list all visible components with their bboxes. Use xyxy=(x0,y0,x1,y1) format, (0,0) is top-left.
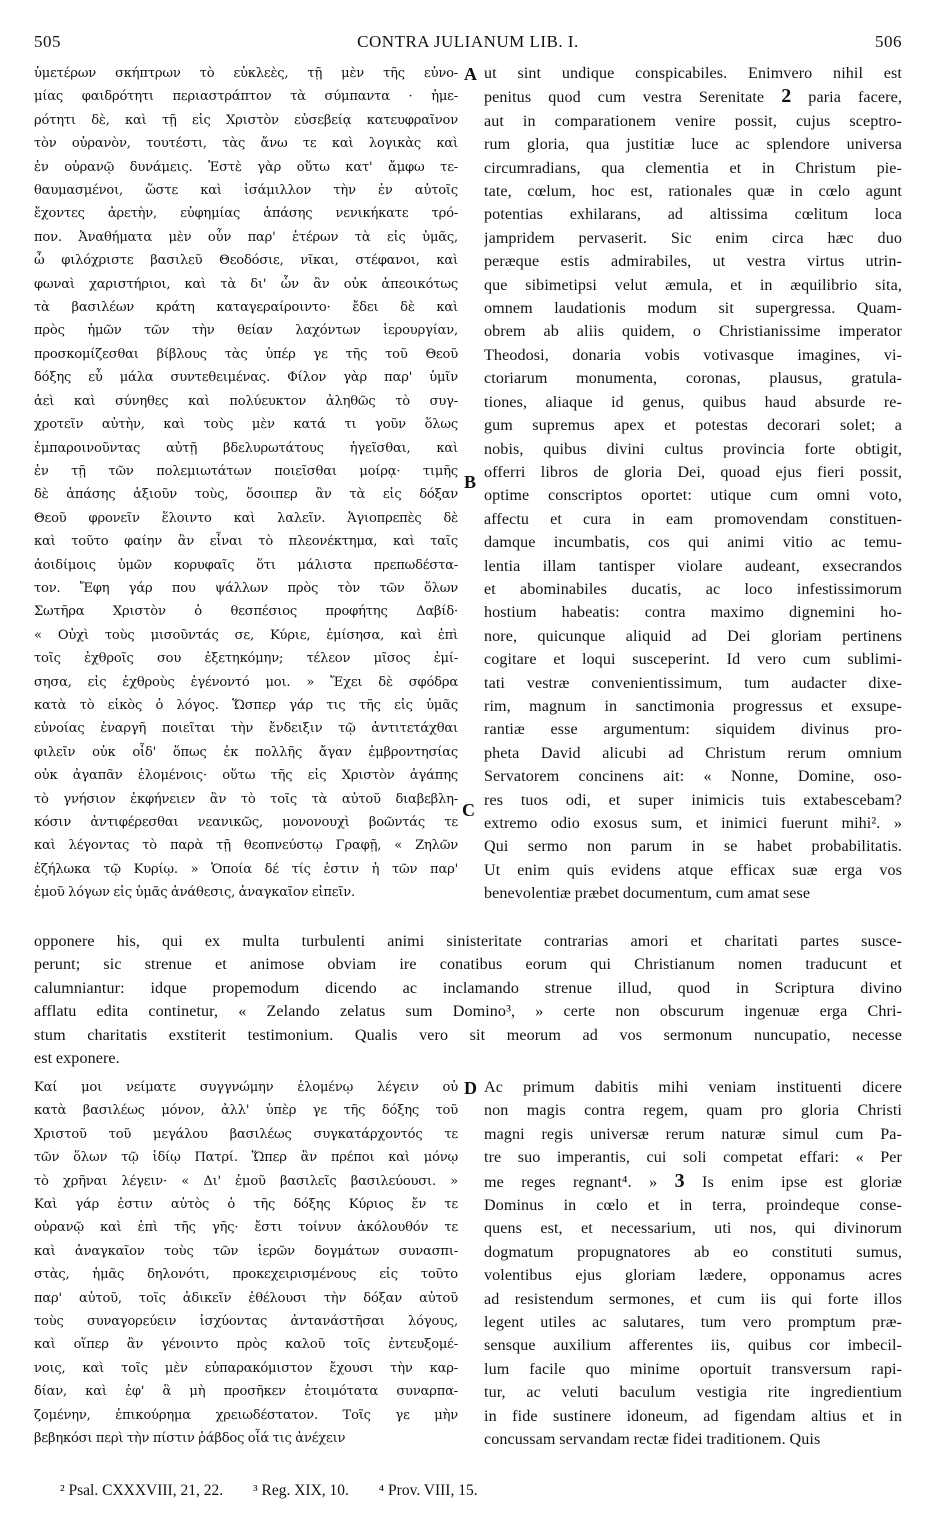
text-line: nobis, quibus divini cultus provincia forte obtigit, xyxy=(484,440,902,458)
text-line: gum supremus apex et potestas decorari solet; a xyxy=(484,417,902,435)
text-line: est exponere. xyxy=(34,1050,120,1068)
text-line: Theodosi, donaria vobis votivasque imagines, vi- xyxy=(484,346,902,364)
text-line: ἔχοντες ἀρετὴν, εὐφημίας ἁπάσης νενικήκατε τρό- xyxy=(34,206,458,222)
text-line: afflatu edita continetur, « Zelando zelatus sum Domino³, » certe non obscurum ingenuæ erga Chri- xyxy=(34,1003,902,1021)
text-line: δίαν, καὶ ἐφ' ἃ μὴ προσῆκεν ἑτοιμότατα συναρπα- xyxy=(34,1384,458,1400)
running-header xyxy=(34,30,902,56)
greek-column-top xyxy=(34,62,458,928)
text-line: κόσιν ἀντιφέρεσθαι νεανικῶς, μονονουχὶ βοῶντάς τε xyxy=(34,815,458,830)
text-line: Dominus in cœlo et in terra, proindeque conse- xyxy=(484,1197,902,1215)
footnotes xyxy=(60,1482,820,1500)
text-line: Θεοῦ φρονεῖν ἕλοιντο καὶ λαλεῖν. Ἁγιοπρεπὲς δὲ xyxy=(34,510,458,526)
text-line: offerri libros de gloria Dei, quoad ejus fieri possit, xyxy=(484,463,902,481)
text-line: optime conscriptos oportet: utique cum omni voto, xyxy=(484,487,902,505)
text-line: potentias exhilarans, ad altissima cœlitum loca xyxy=(484,206,902,224)
page-number-left: 505 xyxy=(34,32,61,51)
page xyxy=(34,30,902,1520)
text-line: βεβηκόσι περὶ τὴν πίστιν ῥάβδος οἷά τις ἀνέχειν xyxy=(34,1431,346,1447)
text-line: ἀοιδίμοις ὑμῶν κορυφαῖς ὅτι μάλιστα πρεπωδέστα- xyxy=(34,557,458,573)
text-line: χροτεῖν αὐτὴν, καὶ τοὺς μὲν κατά τι γοῦν ὅλως xyxy=(34,417,458,433)
text-line: damque incumbatis, cos qui animi vitio ac temu- xyxy=(484,534,902,552)
text-line: res tuos odi, et super inimicis tuis extabescebam? xyxy=(484,791,902,809)
text-line: φιλεῖν οὐκ οἶδ' ὅπως ἐκ πολλῆς ἄγαν ἐμβροντησίας xyxy=(34,744,458,760)
text-line: stum charitatis exstiterit testimonium. Qualis vero sit meorum ad vos sermonum nuncupatio, necesse xyxy=(34,1026,902,1044)
text-line: προσκομίζεσθαι βίβλους τὰς ὑπέρ γε τῆς τοῦ Θεοῦ xyxy=(34,346,458,362)
text-line: Καὶ γάρ ἐστιν αὐτὸς ὁ τῆς δόξης Κύριος ἔν τε xyxy=(34,1197,458,1213)
text-line: καὶ οἵπερ ἂν γένοιντο πρὸς καλοῦ τοῖς ἐντευξομέ- xyxy=(34,1337,458,1353)
text-line: οὐκ ἀγαπᾶν ἑλομένοις· οὕτω τῆς εἰς Χριστὸν ἀγάπης xyxy=(34,768,458,784)
text-line: affectu et cura in eam promovendam constituen- xyxy=(484,510,902,528)
text-line: φωναὶ χαριστήριοι, καὶ τὰ δι' ὧν ἂν οὐκ ἀπεοικότως xyxy=(34,276,458,292)
text-line: « Οὐχὶ τοὺς μισοῦντάς σε, Κύριε, ἐμίσησα, καὶ ἐπὶ xyxy=(34,627,458,643)
text-line: δόξης εὖ μάλα συντεθειμένας. Φίλον γὰρ παρ' ὑμῖν xyxy=(34,370,458,386)
text-line: perunt; sic strenue et animose obviam ire conatibus eorum qui Christianum nomen traducunt et xyxy=(34,956,902,974)
text-line: rantiæ esse argumentum: siquidem divinus pro- xyxy=(484,721,902,739)
latin-column-bottom xyxy=(484,1076,902,1454)
text-line: tre suo imperantis, cui soli competat effari: « Per xyxy=(484,1149,902,1167)
text-line: benevolentiæ præbet documentum, cum amat sese xyxy=(484,885,811,903)
page-number-right: 506 xyxy=(875,32,902,51)
text-line: legent utiles ac salutares, tum vero promptum præ- xyxy=(484,1314,902,1332)
text-line: νοις, καὶ τοῖς μὲν εὐπαρακόμιστον ἔχουσι τὴν καρ- xyxy=(34,1360,458,1376)
text-line: et abominabiles ducatis, ac loco infestissimorum xyxy=(484,580,902,598)
text-line: τὸ χρῆναι λέγειν· « Δι' ἐμοῦ βασιλεῖς βασιλεύουσι. » xyxy=(34,1173,458,1189)
text-line: volentibus ejus gloriam lædere, opponamus acres xyxy=(484,1267,902,1285)
text-line: ὑμετέρων σκήπτρων τὸ εὐκλεὲς, τῇ μὲν τῆς εὐνο- xyxy=(34,66,458,81)
text-line: que sibimetipsi velut æmula, et in æquilibrio sita, xyxy=(484,276,902,294)
text-line: καὶ λέγοντας τὸ παρὰ τῇ θεοπνεύστῳ Γραφῇ, « Ζηλῶν xyxy=(34,838,458,854)
text-line: στὰς, ἡμᾶς δηλονότι, προκεχειρισμένους εἰς τοῦτο xyxy=(34,1267,458,1283)
text-line: tur, ac veluti baculum vestigia rite ingredientium xyxy=(484,1384,902,1402)
text-line: me reges regnant⁴. » 3 Is enim ipse est gloriæ xyxy=(484,1169,902,1192)
latin-full-width-paragraph xyxy=(34,930,902,1074)
section-number: 2 xyxy=(781,85,792,108)
text-line: calumniantur: idque propemodum dicendo ac inclamando strenue illud, quod in Scriptura divino xyxy=(34,979,902,997)
text-line: κατὰ βασιλέως μόνον, ἀλλ' ὑπὲρ γε τῆς δόξης τοῦ xyxy=(34,1103,458,1119)
text-line: cogitare et loqui susceperint. Id vero cum sublimi- xyxy=(484,651,902,669)
text-line: hostium habeatis: contra maximo dignemini ho- xyxy=(484,604,902,622)
section-marker-a: A xyxy=(464,64,477,84)
greek-column-bottom xyxy=(34,1076,458,1454)
text-line: κατὰ τὸ εἰκὸς ὁ λόγος. Ὥσπερ γάρ τις τῆς εἰς ὑμᾶς xyxy=(34,697,458,713)
text-line: τῶν ὅλων τῷ ἰδίῳ Πατρί. Ὥπερ ἂν πρέποι καὶ μόνῳ xyxy=(34,1150,458,1166)
text-line: aut in comparationem venire possit, cujus sceptro- xyxy=(484,112,902,130)
text-line: τον. Ἔφη γάρ που ψάλλων πρὸς τὸν τῶν ὅλων xyxy=(34,580,458,596)
text-line: ἐζήλωκα τῷ Κυρίῳ. » Ὁποία δέ τίς ἐστιν ἡ τῶν παρ' xyxy=(34,861,458,877)
text-line: τὰ βασιλέων κράτη καταγεραίροιντο· ἔδει δὲ καὶ xyxy=(34,300,458,316)
text-line: concussam servandam rectæ fidei traditionem. Quis xyxy=(484,1431,821,1449)
running-title: CONTRA JULIANUM LIB. I. xyxy=(357,32,579,51)
text-line: τοὺς συναγορεύειν ἰσχύοντας ἀντανάστῆσαι λόγους, xyxy=(34,1314,458,1330)
text-line: ἐν τῇ τῶν πολεμιωτάτων ποιεῖσθαι μοίρᾳ· τιμῆς xyxy=(34,463,458,479)
text-line: magni regis universæ rerum naturæ simul cum Pa- xyxy=(484,1125,902,1143)
footnote-3: ³ Reg. XIX, 10. xyxy=(252,1482,349,1499)
text-line: θαυμασμένοι, ὥστε καὶ ἰσάμιλλον τὴν ἐν αὐτοῖς xyxy=(34,183,458,199)
text-line: peræque estis admirabiles, ut vestra virtus utrin- xyxy=(484,253,902,271)
text-line: ρότητι δὲ, καὶ τῇ εἰς Χριστὸν εὐσεβείᾳ κατευφραῖνον xyxy=(34,112,458,128)
text-line: in fide sustinere idoneum, ad figendam altius et in xyxy=(484,1407,902,1425)
text-line: ζομένην, ἐπικούρημα χρειωδέστατον. Τοῖς γε μὴν xyxy=(34,1407,458,1423)
text-line: non magis contra regem, quam pro gloria Christi xyxy=(484,1102,902,1120)
text-line: opponere his, qui ex multa turbulenti animi sinisteritate contrarias amori et charitati partes susce- xyxy=(34,933,902,950)
section-marker-b: B xyxy=(464,472,477,492)
text-line: Ut enim quis evidens atque efficax suæ erga vos xyxy=(484,861,902,879)
text-line: ut sint undique conspicabiles. Enimvero nihil est xyxy=(484,65,902,82)
text-line: σησα, εἰς ἐχθροὺς ἐγένοντό μοι. » Ἔχει δὲ σφόδρα xyxy=(34,674,458,690)
text-line: sensque auxilium afferentes iis, quibus cor imbecil- xyxy=(484,1337,902,1355)
text-line: penitus quod cum vestra Serenitate 2 paria facere, xyxy=(484,85,902,108)
text-line: δὲ ἁπάσης ἀξιοῦν τοὺς, ὅσοιπερ ἂν τὰ εἰς δόξαν xyxy=(34,487,458,503)
text-line: πρὸς ἡμῶν τῶν τὴν θείαν λαχόντων ἱερουργίαν, xyxy=(34,323,458,339)
text-line: obrem ab aliis quidem, o Christianissime imperator xyxy=(484,323,902,341)
footnote-4: ⁴ Prov. VIII, 15. xyxy=(378,1482,478,1499)
text-line: rum gloria, qua justitiæ luce ac splendore universa xyxy=(484,136,902,154)
text-line: extremo odio exosus sum, et inimici fuerunt mihi². » xyxy=(484,815,902,832)
text-line: ad resistendum sermones, et cum iis qui forte illos xyxy=(484,1290,902,1308)
text-line: ἀεὶ καὶ σύνηθες καὶ πολύευκτον ἀληθῶς τὸ συγ- xyxy=(34,393,458,409)
text-line: ctoriarum monumenta, coronas, plausus, gratula- xyxy=(484,370,902,388)
text-line: οὐρανῷ καὶ ἐπὶ τῆς γῆς· ἔστι τοίνυν ἀκόλουθόν τε xyxy=(34,1220,458,1236)
text-line: lum facile quo minime oportuit transversum rapi- xyxy=(484,1360,902,1378)
text-line: circumradians, qua clementia et in Christum pie- xyxy=(484,159,902,177)
text-line: εὐνοίας ἐναργῆ ποιεῖται τὴν ἔνδειξιν τῷ ἀντιτετάχθαι xyxy=(34,721,458,737)
text-line: καὶ ἀναγκαῖον τοὺς τῶν ἱερῶν δογμάτων συνασπι- xyxy=(34,1243,458,1259)
text-line: Ac primum dabitis mihi veniam instituenti dicere xyxy=(484,1079,902,1096)
text-line: Σωτῆρα Χριστὸν ὁ θεσπέσιος προφήτης Δαβίδ· xyxy=(34,604,458,620)
text-line: Servatorem concinens ait: « Nonne, Domine, oso- xyxy=(484,768,902,786)
text-line: tiones, aliaque id genus, quibus haud absurde re- xyxy=(484,393,902,411)
text-line: πον. Ἀναθήματα μὲν οὖν παρ' ἑτέρων τὰ εἰς ὑμᾶς, xyxy=(34,229,458,245)
text-line: omnem laudationis modum sit supergressa. Quam- xyxy=(484,300,902,318)
text-line: ἐμπαροινοῦντας αὐτῇ βδελυρωτάτους ἡγεῖσθαι, καὶ xyxy=(34,440,458,456)
section-number: 3 xyxy=(674,1169,685,1192)
text-line: τὸν οὐρανὸν, τουτέστι, τὰς ἄνω τε καὶ λογικὰς καὶ xyxy=(34,136,458,152)
text-line: τὸ γνήσιον ἐκφήνειεν ἂν τὸ τοῖς τὰ αὐτοῦ διαβεβλη- xyxy=(34,791,458,807)
footnote-2: ² Psal. CXXXVIII, 21, 22. xyxy=(60,1482,224,1499)
text-line: παρ' αὐτοῦ, τοῖς ἀδικεῖν ἐθέλουσι τὴν δόξαν αὐτοῦ xyxy=(34,1290,458,1306)
text-line: ἐν οὐρανῷ δυνάμεις. Ἐστὲ γὰρ οὕτω κατ' ἄμφω τε- xyxy=(34,159,458,175)
text-line: tate, cœlum, hoc est, rationales quæ in cœlo agunt xyxy=(484,183,902,201)
text-line: tati vestræ convenientissimum, tum audacter dixe- xyxy=(484,674,902,692)
text-line: pheta David alicubi ad Christum rerum omnium xyxy=(484,744,902,762)
latin-column-top xyxy=(484,62,902,928)
text-line: nore, quicunque aliquid ad Dei gloriam pertinens xyxy=(484,627,902,645)
section-marker-c: C xyxy=(462,800,475,820)
text-line: quens est, et necessarium, uti nos, qui divinorum xyxy=(484,1220,902,1238)
text-line: καὶ τοῦτο φαίην ἂν εἶναι τὸ πλεονέκτημα, καὶ ταῖς xyxy=(34,534,458,550)
text-line: Χριστοῦ τοῦ μεγάλου βασιλέως συγκατάρχοντός τε xyxy=(34,1126,458,1142)
text-line: τοῖς ἐχθροῖς σου ἐξετηκόμην; τέλεον μῖσος ἐμί- xyxy=(34,651,458,667)
text-line: lentia illam tantisper violare audeant, exsecrandos xyxy=(484,557,902,575)
text-line: jampridem pervaserit. Sic enim circa hæc duo xyxy=(484,229,902,247)
text-line: rim, magnum in sanctimonia progressus et exsupe- xyxy=(484,697,902,715)
text-line: Qui sermo non parum in se habet probabilitatis. xyxy=(484,838,902,856)
text-line: μίας φαιδρότητι περιαστράπτον τὰ σύμπαντα · ἡμε- xyxy=(34,89,458,105)
text-line: Καί μοι νείματε συγγνώμην ἑλομένῳ λέγειν οὐ xyxy=(34,1080,458,1095)
text-line: ὦ φιλόχριστε βασιλεῦ Θεοδόσιε, νῖκαι, στέφανοι, καὶ xyxy=(34,253,458,269)
section-marker-d: D xyxy=(464,1078,477,1098)
text-line: dogmatum propugnatores ab eo constituti sumus, xyxy=(484,1243,902,1261)
text-line: ἐμοῦ λόγων εἰς ὑμᾶς ἀνάθεσις, ἀναγκαῖον εἰπεῖν. xyxy=(34,885,356,901)
